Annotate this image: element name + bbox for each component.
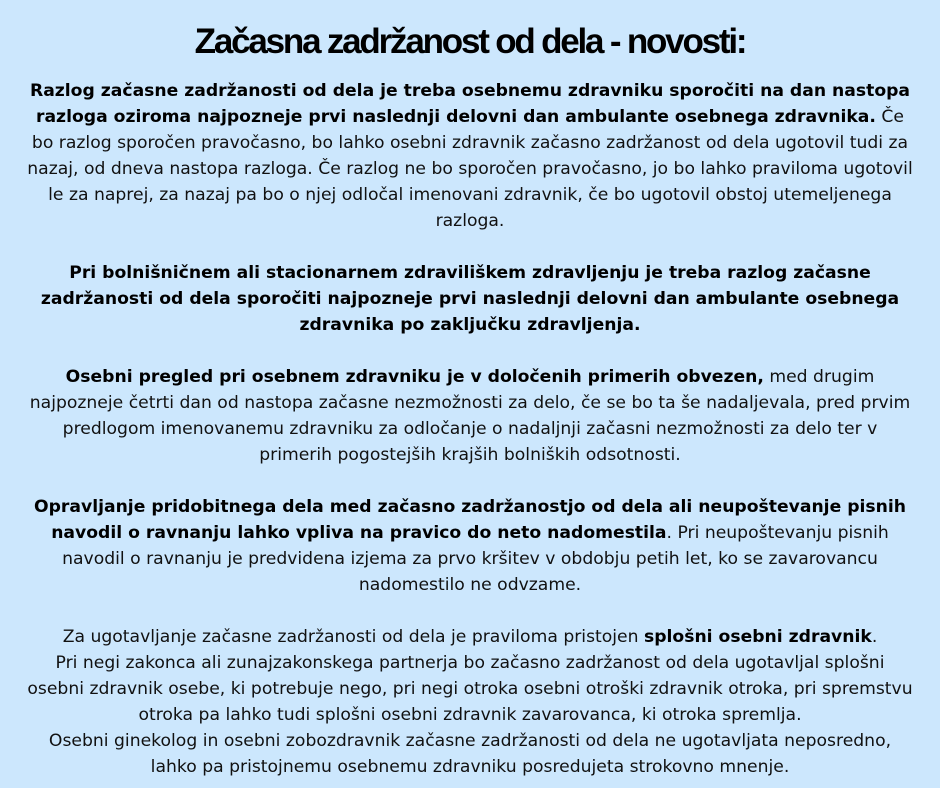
paragraph-text: Če bo razlog sporočen pravočasno, bo lahko osebni zdravnik začasno zadržanost od dela ugotovil tudi za nazaj, od dneva nastopa razloga. Če razlog ne bo sporočen pravočasno, jo bo lahko praviloma ugotovil le za naprej, za nazaj pa bo o njej odločal imenovani zdravnik, če bo ugotovil obstoj utemeljenega razloga. — [27, 107, 913, 231]
paragraph-personal-examination — [0, 364, 940, 468]
paragraph-text: . Pri neupoštevanju pisnih navodil o ravnanju je predvidena izjema za prvo kršitev v obdobju petih let, ko se zavarovancu nadomestilo ne odvzame. — [62, 523, 889, 595]
paragraph-text: med drugim najpozneje četrti dan od nastopa začasne nezmožnosti za delo, če se bo ta še nadaljevala, pred prvim predlogom imenovanemu zdravniku za odločanje o nadaljnji začasni nezmožnosti za delo ter v primerih pogostejših krajših bolniških odsotnosti. — [29, 367, 911, 465]
paragraph-bold-text: splošni osebni zdravnik — [643, 627, 872, 647]
paragraph-competent-doctor — [0, 624, 940, 780]
document-body — [0, 78, 940, 780]
paragraph-bold-text: Opravljanje pridobitnega dela med začasno zadržanostjo od dela ali neupoštevanje pisnih navodil o ravnanju lahko vpliva na pravico do neto nadomestila — [34, 497, 906, 543]
paragraph-hospital-treatment — [0, 260, 940, 338]
page-title: Začasna zadržanost od dela - novosti: — [194, 22, 746, 61]
paragraph-gainful-work — [0, 494, 940, 598]
paragraph-line: Pri negi zakonca ali zunajzakonskega partnerja bo začasno zadržanost od dela ugotavljal splošni osebni zdravnik osebe, ki potrebuje nego, pri negi otroka osebni otroški zdravnik otroka, pri spremstvu otroka pa lahko tudi splošni osebni zdravnik zavarovanca, ki otroka spremlja. — [27, 653, 913, 725]
paragraph-reporting-deadline — [0, 78, 940, 234]
paragraph-text: . — [871, 627, 878, 647]
paragraph-bold-text: Osebni pregled pri osebnem zdravniku je v določenih primerih obvezen, — [65, 367, 764, 387]
paragraph-bold-text: Pri bolnišničnem ali stacionarnem zdraviliškem zdravljenju je treba razlog začasne zadržanosti od dela sporočiti najpozneje prvi naslednji delovni dan ambulante osebnega zdravnika po zaključku zdravljenja. — [40, 263, 900, 335]
paragraph-line: Osebni ginekolog in osebni zobozdravnik začasne zadržanosti od dela ne ugotavljata neposredno, lahko pa pristojnemu osebnemu zdravniku posredujeta strokovno mnenje. — [48, 731, 892, 777]
paragraph-text: Za ugotavljanje začasne zadržanosti od dela je praviloma pristojen — [62, 627, 644, 647]
paragraph-line — [26, 624, 914, 650]
paragraph-bold-text: Razlog začasne zadržanosti od dela je treba osebnemu zdravniku sporočiti na dan nastopa razloga oziroma najpozneje prvi naslednji delovni dan ambulante osebnega zdravnika. — [29, 81, 911, 127]
